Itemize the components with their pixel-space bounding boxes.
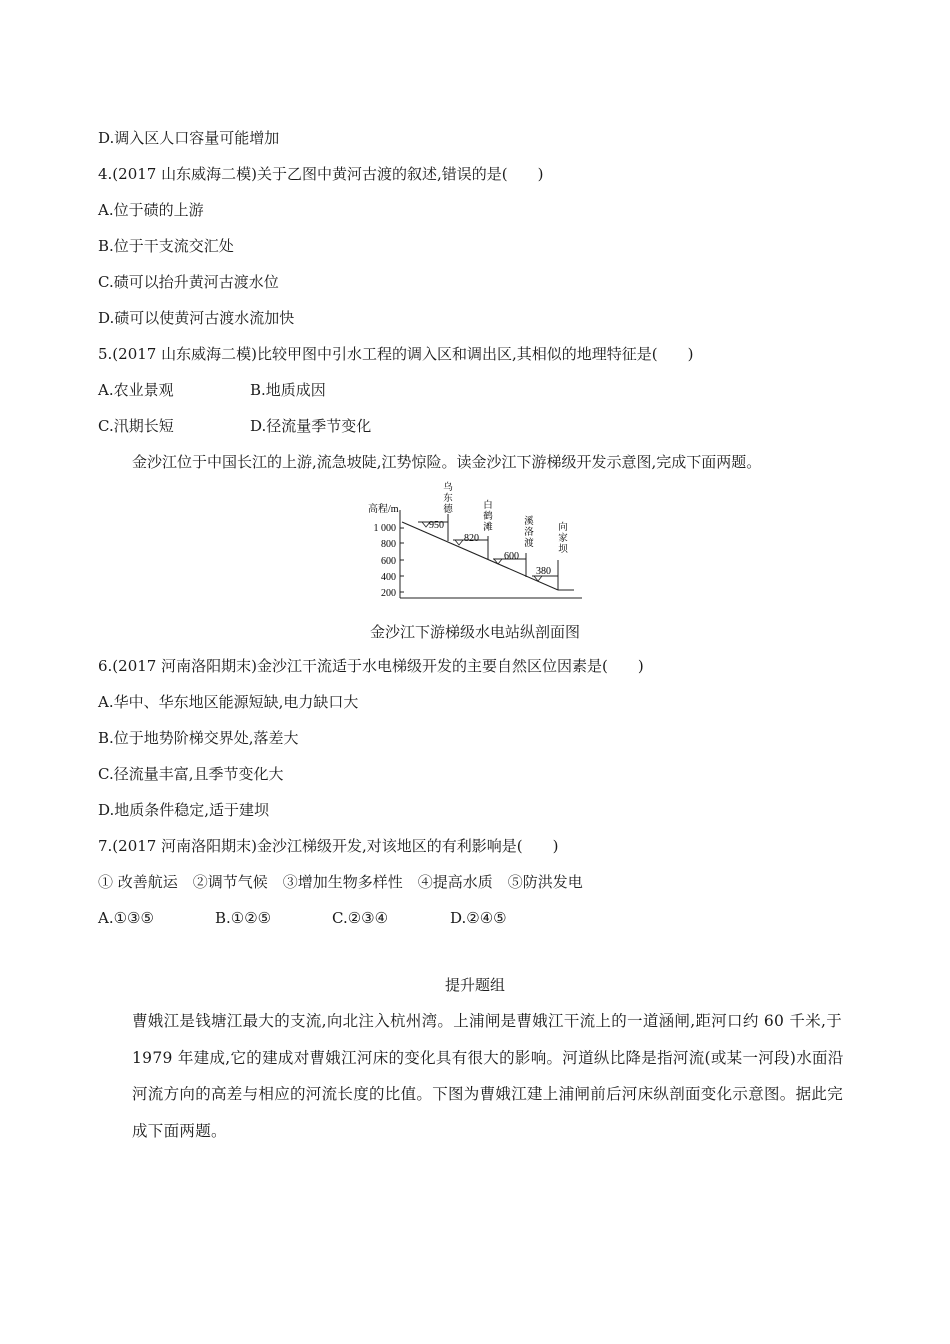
q7-items: ① 改善航运 ②调节气候 ③增加生物多样性 ④提高水质 ⑤防洪发电 [98,873,583,891]
station-1-name-b: 东 [443,494,453,504]
q7-option-d: D.②④⑤ [450,909,507,927]
q3-option-d: D.调入区人口容量可能增加 [98,129,280,147]
passage [98,1003,858,1149]
water-level-2-icon [455,540,463,545]
station-2-level: 820 [464,533,479,544]
tick-label-1000: 1 000 [373,523,396,534]
q4-option-c: C.碛可以抬升黄河古渡水位 [98,273,279,291]
q6-option-c: C.径流量丰富,且季节变化大 [98,765,284,783]
station-3-name-c: 渡 [524,539,534,549]
q5-option-d: D.径流量季节变化 [250,417,372,435]
station-1-name-c: 德 [443,505,453,515]
station-3-name-a: 溪 [524,517,534,527]
q5-options-row-2 [98,416,371,436]
station-1-name-a: 乌 [443,483,453,493]
jinsha-intro: 金沙江位于中国长江的上游,流急坡陡,江势惊险。读金沙江下游梯级开发示意图,完成下面两题。 [132,453,762,471]
station-4-name-a: 向 [558,523,568,533]
cascade-profile-figure [360,480,590,605]
passage-text: 曹娥江是钱塘江最大的支流,向北注入杭州湾。上浦闸是曹娥江干流上的一道涵闸,距河口约 60 千米,于 1979 年建成,它的建成对曹娥江河床的变化具有很大的影响。河道纵比降是指河流(或某一河段)水面沿河流方向的高差与相应的河流长度的比值。下图为曹娥江建上浦闸前后河床纵剖面变化示意图。据此完成下面两题。 [132,1012,844,1140]
q6-option-b: B.位于地势阶梯交界处,落差大 [98,729,299,747]
q4-option-b: B.位于干支流交汇处 [98,237,234,255]
q7-stem: 7.(2017 河南洛阳期末)金沙江梯级开发,对该地区的有利影响是( ) [98,837,559,855]
station-2-name-b: 鹤 [483,512,493,522]
station-3-name-b: 洛 [524,528,534,538]
q7-option-b: B.①②⑤ [215,909,272,927]
riverbed-profile [402,522,558,590]
tick-label-200: 200 [381,588,396,599]
q4-option-d: D.碛可以使黄河古渡水流加快 [98,309,295,327]
station-2-name-a: 白 [483,501,493,511]
station-1-level: 950 [429,520,444,531]
y-axis-label: 高程/m [368,504,399,515]
q5-option-b: B.地质成因 [250,381,326,399]
q6-stem: 6.(2017 河南洛阳期末)金沙江干流适于水电梯级开发的主要自然区位因素是( ) [98,657,644,675]
q7-option-c: C.②③④ [332,909,389,927]
q7-option-a: A.①③⑤ [98,909,154,927]
tick-label-400: 400 [381,572,396,583]
tick-label-800: 800 [381,539,396,550]
station-2-name-c: 滩 [483,523,493,533]
q6-option-d: D.地质条件稳定,适于建坝 [98,801,270,819]
station-4-name-c: 坝 [558,545,568,555]
q5-option-a: A.农业景观 [98,381,174,399]
tick-label-600: 600 [381,556,396,567]
q5-options-row-1 [98,380,326,400]
station-4-level: 380 [536,566,551,577]
q7-options [98,908,507,928]
station-3-level: 600 [504,551,519,562]
q4-option-a: A.位于碛的上游 [98,201,204,219]
q4-stem: 4.(2017 山东威海二模)关于乙图中黄河古渡的叙述,错误的是( ) [98,165,544,183]
q5-option-c: C.汛期长短 [98,417,174,435]
q6-option-a: A.华中、华东地区能源短缺,电力缺口大 [98,693,359,711]
figure-caption: 金沙江下游梯级水电站纵剖面图 [369,623,580,641]
station-4-name-b: 家 [558,534,568,544]
section-title: 提升题组 [444,976,505,994]
q5-stem: 5.(2017 山东威海二模)比较甲图中引水工程的调入区和调出区,其相似的地理特征是( ) [98,345,694,363]
